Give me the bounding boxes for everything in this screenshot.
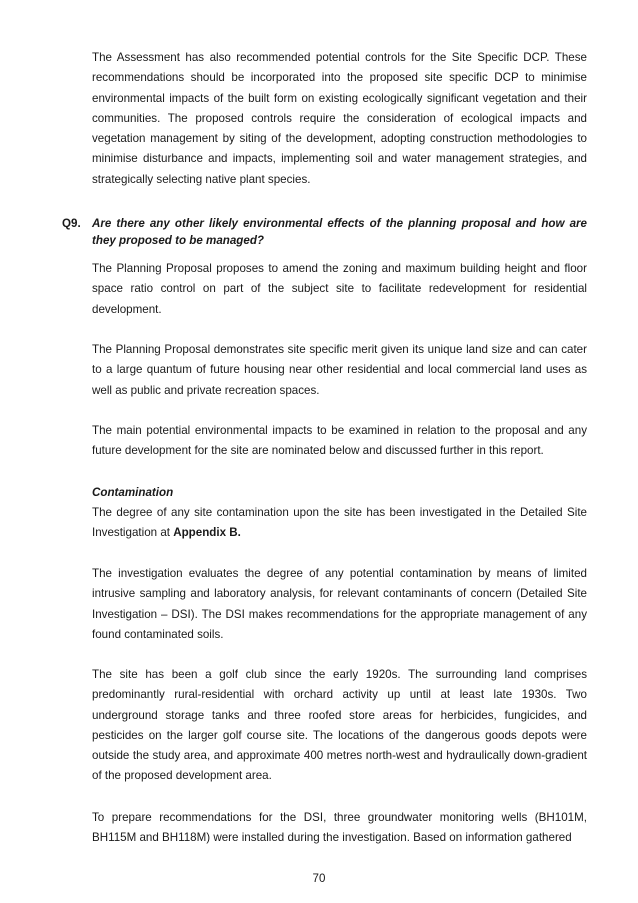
paragraph-site-history: The site has been a golf club since the early 1920s. The surrounding land comprises predominantly rural-residential with orchard activity up until at least late 1930s. Two underground storage tanks and three roofed store areas for herbicides, fungicides, and pesticides on the larger golf course site. The locations of the dangerous goods depots were outside the study area, and approximate 400 metres north-west and hydraulically down-gradient of the proposed development area. [92,668,587,783]
paragraph-potential-impacts: The main potential environmental impacts to be examined in relation to the proposal and any future development for the site are nominated below and discussed further in this report. [92,424,587,458]
paragraph-site-contamination [92,503,587,544]
paragraph-groundwater-wells: To prepare recommendations for the DSI, three groundwater monitoring wells (BH101M, BH115M and BH118M) were installed during the investigation. Based on information gathered [92,811,587,845]
question-number: Q9. [62,217,81,230]
paragraph-site-specific-merit: The Planning Proposal demonstrates site specific merit given its unique land size and can cater to a large quantum of future housing near other residential and local commercial land uses as well as public and private recreation spaces. [92,343,587,397]
question-text: Are there any other likely environmental effects of the planning proposal and how are they proposed to be managed? [92,217,587,247]
page-number: 70 [312,872,326,885]
appendix-b-reference: Appendix B. [173,526,241,540]
paragraph-assessment-controls: The Assessment has also recommended potential controls for the Site Specific DCP. These recommendations should be incorporated into the proposed site specific DCP to minimise environmental impacts of the built form on existing ecologically significant vegetation and their communities. The proposed controls require the consideration of ecological impacts and vegetation management by siting of the development, adopting construction methodologies to minimise disturbance and impacts, implementing soil and water management strategies, and strategically selecting native plant species. [92,51,587,186]
paragraph-investigation: The investigation evaluates the degree of any potential contamination by means of limited intrusive sampling and laboratory analysis, for relevant contaminants of concern (Detailed Site Investigation – DSI). The DSI makes recommendations for the appropriate management of any found contaminated soils. [92,567,587,641]
heading-contamination: Contamination [92,486,174,499]
paragraph-planning-proposal-zoning: The Planning Proposal proposes to amend the zoning and maximum building height and floor space ratio control on part of the subject site to facilitate redevelopment for residential development. [92,262,587,316]
paragraph-site-contamination-text: The degree of any site contamination upon the site has been investigated in the Detailed Site Investigation at [92,506,587,540]
